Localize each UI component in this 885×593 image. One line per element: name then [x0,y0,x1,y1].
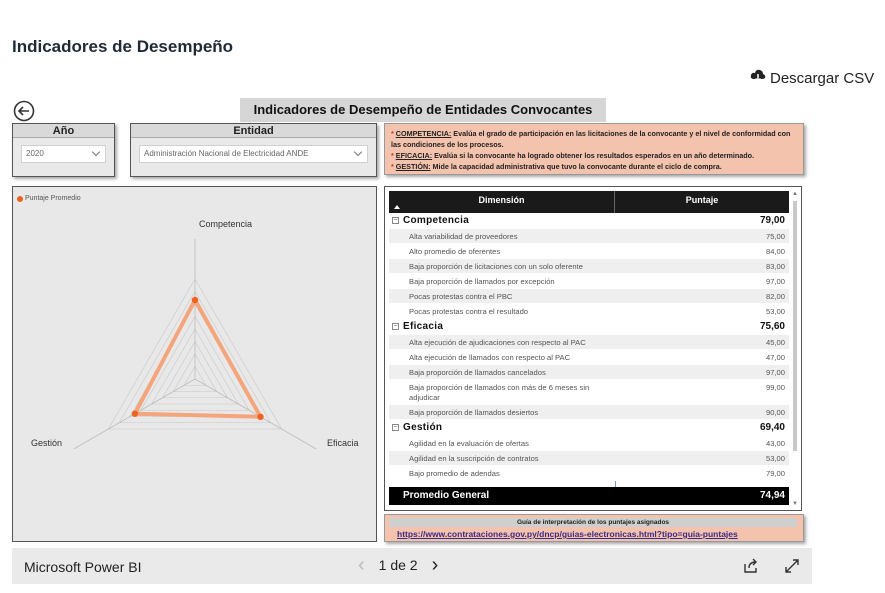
dimension-notes [384,123,804,175]
report-canvas [12,96,812,548]
table-body [389,213,789,481]
indicator-label: Alta ejecución de llamados con respecto al PAC [409,353,571,362]
collapse-icon[interactable]: − [393,217,398,224]
year-dropdown[interactable] [21,145,106,163]
total-value: 74,94 [759,490,785,501]
indicator-value: 75,00 [765,232,785,241]
table-row [389,436,789,451]
indicator-value: 83,00 [765,262,785,271]
group-score: 69,40 [759,422,785,433]
indicator-label: Agilidad en la suscripción de contratos [409,454,539,463]
year-slicer-header: Año [13,124,114,138]
indicator-value: 53,00 [765,454,785,463]
radar-point [132,411,138,417]
indicator-label: Bajo promedio de adendas [409,469,500,478]
collapse-icon[interactable]: − [393,424,398,431]
note-gestion: * GESTIÓN: Mide la capacidad administrativa que tuvo la convocante durante el ciclo de compra. [391,162,722,171]
table-row [389,451,789,466]
indicator-label: Pocas protestas contra el resultado [409,307,529,316]
table-row [389,289,789,304]
indicator-label: Baja proporción de llamados desiertos [409,408,539,417]
table-row [389,304,789,319]
radar-chart [13,187,376,541]
download-csv-button[interactable] [750,68,874,88]
indicator-value: 97,00 [765,277,785,286]
table-group-row[interactable] [389,319,789,335]
entity-slicer [130,123,377,177]
indicator-label: Baja proporción de llamados cancelados [409,368,546,377]
column-header-dimension[interactable]: Dimensión [389,191,615,213]
report-title: Indicadores de Desempeño de Entidades Convocantes [240,98,606,122]
group-score: 75,60 [759,321,785,332]
scrollbar-thumb[interactable] [793,201,797,451]
table-row [389,466,789,481]
table-row [389,405,789,420]
group-name: Eficacia [403,321,444,332]
indicator-label: Agilidad en la evaluación de ofertas [409,439,529,448]
fullscreen-icon[interactable] [784,558,800,574]
indicator-value: 84,00 [765,247,785,256]
radar-point [257,414,263,420]
share-icon[interactable] [743,558,759,574]
back-button[interactable] [13,100,35,122]
indicator-value: 47,00 [765,353,785,362]
entity-dropdown-value: Administración Nacional de Electricidad ANDE [144,149,309,158]
download-csv-label: Descargar CSV [770,69,875,87]
group-name: Gestión [403,422,443,433]
sort-ascending-icon [394,205,400,209]
table-row [389,274,789,289]
radar-axis-label: Competencia [199,219,253,229]
table-row [389,335,789,350]
guide-title: Guía de interpretación de los puntajes asignados [389,518,797,527]
chevron-down-icon [354,148,362,156]
table-group-row[interactable] [389,213,789,229]
guide-link[interactable]: https://www.contrataciones.gov.py/dncp/guias-electronicas.html?tipo=guia-puntajes [397,529,738,539]
indicator-label: Baja proporción de llamados por excepción [409,277,555,286]
total-row [389,487,789,505]
indicator-label: Baja proporción de licitaciones con un solo oferente [409,262,583,271]
powerbi-footer [12,548,812,584]
table-group-row[interactable] [389,420,789,436]
radar-axis-label: Gestión [31,438,63,448]
entity-slicer-header: Entidad [131,124,376,138]
page-title: Indicadores de Desempeño [12,37,234,56]
table-header [389,191,789,213]
indicator-value: 90,00 [765,408,785,417]
entity-dropdown[interactable] [139,145,368,163]
table-row [389,365,789,380]
powerbi-brand[interactable]: Microsoft Power BI [24,559,142,575]
indicator-value: 53,00 [765,307,785,316]
radar-chart-panel [12,186,377,542]
indicator-value: 45,00 [765,338,785,347]
table-row [389,380,789,405]
note-eficacia: * EFICACIA: Evalúa si la convocante ha logrado obtener los resultados esperados en un año determinado. [391,151,755,160]
legend-label: Puntaje Promedio [25,195,81,202]
page-indicator: 1 de 2 [378,557,418,573]
radar-point [192,297,198,303]
score-table-panel [384,186,802,511]
indicator-value: 43,00 [765,439,785,448]
chevron-down-icon [92,148,100,156]
year-slicer [12,123,115,177]
table-row [389,350,789,365]
year-dropdown-value: 2020 [26,149,44,158]
radar-axis-label: Eficacia [327,438,359,448]
group-name: Competencia [403,215,470,226]
note-competencia: * COMPETENCIA: Evalúa el grado de participación en las licitaciones de la convocante y el nivel de conformidad con las condiciones de los procesos. [391,129,791,149]
page-navigator [358,556,438,574]
next-page-icon[interactable]: › [431,554,439,576]
back-arrow-icon [13,100,35,122]
score-guide-box [384,514,804,542]
column-header-score[interactable]: Puntaje [685,195,719,205]
table-scrollbar[interactable] [792,191,798,507]
indicator-value: 99,00 [765,383,785,392]
indicator-value: 97,00 [765,368,785,377]
cloud-download-icon [750,68,766,88]
table-row [389,229,789,244]
indicator-label: Pocas protestas contra el PBC [409,292,513,301]
indicator-value: 82,00 [765,292,785,301]
scroll-up-icon[interactable]: ▲ [792,191,798,197]
group-score: 79,00 [759,215,785,226]
indicator-label: Alta ejecución de ajudicaciones con respecto al PAC [409,338,586,347]
total-label: Promedio General [403,490,490,501]
collapse-icon[interactable]: − [393,323,398,330]
indicator-label: Alto promedio de oferentes [409,247,501,256]
table-row [389,259,789,274]
indicator-label: Alta variabilidad de proveedores [409,232,518,241]
table-row [389,244,789,259]
indicator-label: Baja proporción de llamados con más de 6 meses sin adjudicar [409,383,590,402]
previous-page-icon[interactable]: ‹ [358,554,365,576]
indicator-value: 79,00 [765,469,785,478]
scroll-down-icon[interactable]: ▼ [792,501,798,507]
